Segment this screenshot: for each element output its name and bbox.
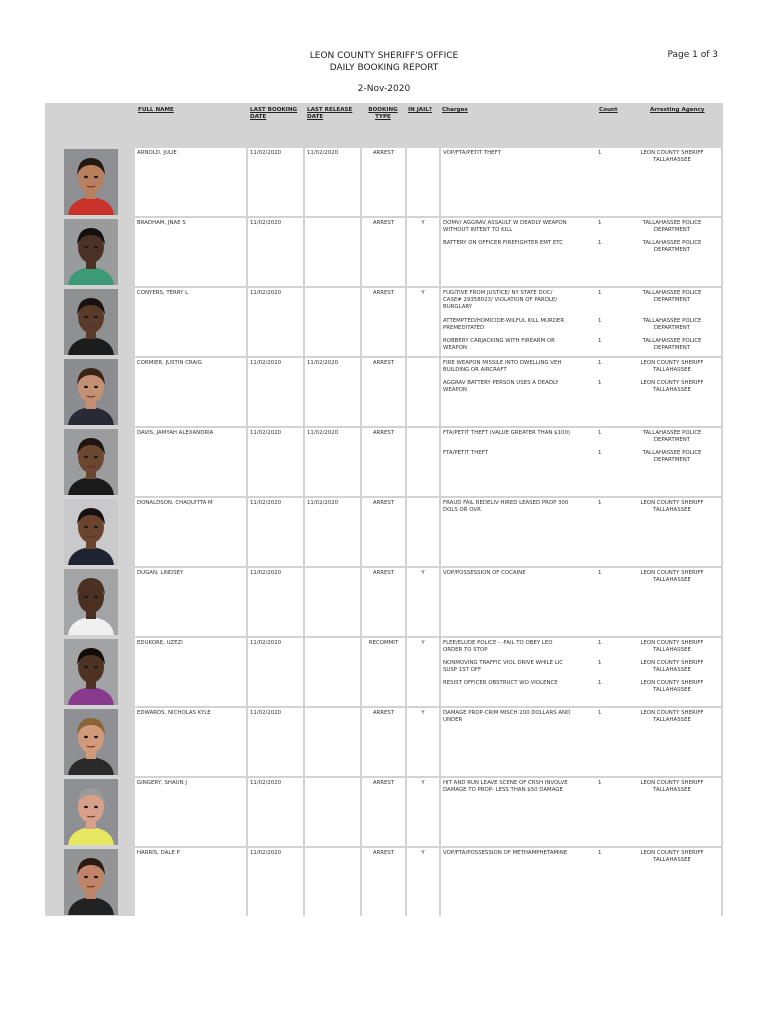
arresting-agency: TALLAHASSEE POLICE DEPARTMENT (642, 450, 702, 463)
last-booking-date: 11/02/2020 (248, 848, 303, 916)
col-charges: Charges (442, 107, 468, 113)
last-release-date: 11/02/2020 (305, 148, 360, 216)
charge-line (443, 680, 719, 700)
charge-line (443, 640, 719, 660)
mugshot-photo (64, 149, 118, 215)
booking-type: ARREST (362, 288, 405, 356)
full-name: BRADHAM, JNAE S (135, 218, 246, 286)
booking-type: ARREST (362, 568, 405, 636)
arresting-agency: LEON COUNTY SHERIFF TALLAHASSEE (640, 360, 704, 373)
charge-line (443, 570, 719, 590)
charge-description: DOMV/ AGGRAV ASSAULT W DEADLY WEAPON WITHOUT INTENT TO KILL (443, 220, 567, 233)
charge-count: 1 (598, 240, 602, 246)
report-title: DAILY BOOKING REPORT (329, 63, 439, 73)
charge-line (443, 710, 719, 730)
report-date: 2-Nov-2020 (357, 84, 411, 94)
table-row (45, 777, 723, 847)
full-name: DUGAN, LINDSEY (135, 568, 246, 636)
charge-line (443, 360, 719, 380)
charge-line (443, 290, 719, 318)
last-booking-date: 11/02/2020 (248, 708, 303, 776)
table-row (45, 707, 723, 777)
charge-description: ROBBERY CARJACKING WITH FIREARM OR WEAPON (443, 338, 555, 351)
arresting-agency: TALLAHASSEE POLICE DEPARTMENT (642, 430, 702, 443)
last-booking-date: 11/02/2020 (248, 778, 303, 846)
full-name: EDUKORE, UZEZI (135, 638, 246, 706)
booking-type: RECOMMIT (362, 638, 405, 706)
charge-count: 1 (598, 360, 602, 366)
charge-line (443, 450, 719, 470)
booking-type: ARREST (362, 848, 405, 916)
arresting-agency: LEON COUNTY SHERIFF TALLAHASSEE (640, 570, 704, 583)
charge-count: 1 (598, 570, 602, 576)
last-release-date: 11/02/2020 (305, 498, 360, 566)
mugshot-photo (64, 709, 118, 775)
table-row (45, 637, 723, 707)
charge-description: ATTEMPTED/HOMICIDE-WILFUL KILL MURDER PREMEDITATED (443, 318, 565, 331)
col-last-release-date: LAST RELEASE DATE (307, 107, 353, 120)
charge-line (443, 240, 719, 260)
last-booking-date: 11/02/2020 (248, 288, 303, 356)
arresting-agency: TALLAHASSEE POLICE DEPARTMENT (642, 290, 702, 303)
col-arresting-agency: Arresting Agency (650, 107, 705, 113)
charges-cell (441, 428, 721, 496)
in-jail: Y (407, 288, 439, 356)
full-name: DAVIS, JAMYAH ALEXANDRIA (135, 428, 246, 496)
booking-type: ARREST (362, 148, 405, 216)
charge-count: 1 (598, 500, 602, 506)
charge-count: 1 (598, 430, 602, 436)
charge-count: 1 (598, 680, 602, 686)
report-header (0, 50, 768, 95)
charge-line (443, 500, 719, 520)
charges-cell (441, 708, 721, 776)
arresting-agency: TALLAHASSEE POLICE DEPARTMENT (642, 318, 702, 331)
arresting-agency: LEON COUNTY SHERIFF TALLAHASSEE (640, 780, 704, 793)
booking-type: ARREST (362, 428, 405, 496)
last-release-date (305, 848, 360, 916)
booking-type: ARREST (362, 778, 405, 846)
charge-count: 1 (598, 660, 602, 666)
charge-description: FUGITIVE FROM JUSTICE/ NY STATE DOC/ CASE# 29358023/ VIOLATION OF PAROLE/ BURGLARY (443, 290, 558, 310)
last-booking-date: 11/02/2020 (248, 148, 303, 216)
charge-description: RESIST OFFICER OBSTRUCT WO VIOLENCE (443, 680, 558, 686)
arresting-agency: TALLAHASSEE POLICE DEPARTMENT (642, 220, 702, 233)
charge-count: 1 (598, 318, 602, 324)
charges-cell (441, 148, 721, 216)
charge-line (443, 318, 719, 338)
charge-description: HIT AND RUN LEAVE SCENE OF CRSH INVOLVE DAMAGE TO PROP- LESS THAN $50 DAMAGE (443, 780, 568, 793)
booking-table (45, 103, 723, 916)
last-booking-date: 11/02/2020 (248, 358, 303, 426)
charge-description: VOP/FTA/POSSESSION OF METHAMPHETAMINE (443, 850, 568, 856)
charges-cell (441, 358, 721, 426)
charges-cell (441, 568, 721, 636)
arresting-agency: LEON COUNTY SHERIFF TALLAHASSEE (640, 680, 704, 693)
arresting-agency: LEON COUNTY SHERIFF TALLAHASSEE (640, 500, 704, 513)
office-title: LEON COUNTY SHERIFF'S OFFICE (309, 51, 459, 61)
mugshot-photo (64, 569, 118, 635)
booking-type: ARREST (362, 708, 405, 776)
charge-count: 1 (598, 290, 602, 296)
table-row (45, 497, 723, 567)
charge-description: VOP/POSSESSION OF COCAINE (443, 570, 526, 576)
full-name: CORMIER, JUSTIN CRAIG (135, 358, 246, 426)
in-jail: Y (407, 848, 439, 916)
col-last-booking-date: LAST BOOKING DATE (250, 107, 298, 120)
charge-description: BATTERY ON OFFICER FIREFIGHTER EMT ETC (443, 240, 564, 246)
last-release-date (305, 708, 360, 776)
table-row (45, 217, 723, 287)
table-row (45, 847, 723, 917)
in-jail: Y (407, 218, 439, 286)
table-row (45, 147, 723, 217)
charge-count: 1 (598, 150, 602, 156)
in-jail (407, 358, 439, 426)
booking-type: ARREST (362, 498, 405, 566)
charges-cell (441, 638, 721, 706)
charge-description: FRAUD FAIL REDELIV HIRED LEASED PROP 300 DOLS OR OVR (443, 500, 569, 513)
last-booking-date: 11/02/2020 (248, 218, 303, 286)
last-release-date (305, 778, 360, 846)
table-row (45, 427, 723, 497)
full-name: DONALDSON, CHAQUITTA M (135, 498, 246, 566)
charge-count: 1 (598, 710, 602, 716)
in-jail: Y (407, 568, 439, 636)
booking-type: ARREST (362, 358, 405, 426)
charge-count: 1 (598, 850, 602, 856)
col-count: Count (599, 107, 618, 113)
arresting-agency: TALLAHASSEE POLICE DEPARTMENT (642, 338, 702, 351)
col-booking-type: BOOKING TYPE (368, 107, 398, 120)
charge-count: 1 (598, 640, 602, 646)
charge-count: 1 (598, 220, 602, 226)
full-name: ARNOLD, JULIE (135, 148, 246, 216)
last-release-date (305, 288, 360, 356)
in-jail (407, 498, 439, 566)
charge-description: FIRE WEAPON MISSILE INTO DWELLING VEH BUILDING OR AIRCRAFT (443, 360, 562, 373)
charge-description: VOP/FTA/PETIT THEFT (443, 150, 501, 156)
charge-count: 1 (598, 780, 602, 786)
last-release-date: 11/02/2020 (305, 428, 360, 496)
arresting-agency: LEON COUNTY SHERIFF TALLAHASSEE (640, 710, 704, 723)
mugshot-photo (64, 779, 118, 845)
charge-line (443, 780, 719, 808)
charge-count: 1 (598, 450, 602, 456)
in-jail (407, 428, 439, 496)
charge-line (443, 380, 719, 400)
charge-line (443, 338, 719, 358)
last-release-date: 11/02/2020 (305, 358, 360, 426)
full-name: CONYERS, TERRY L (135, 288, 246, 356)
full-name: HARRIS, DALE P (135, 848, 246, 916)
in-jail (407, 148, 439, 216)
mugshot-photo (64, 849, 118, 915)
full-name: GINGERY, SHAUN J (135, 778, 246, 846)
arresting-agency: LEON COUNTY SHERIFF TALLAHASSEE (640, 850, 704, 863)
mugshot-photo (64, 359, 118, 425)
charges-cell (441, 848, 721, 916)
last-release-date (305, 218, 360, 286)
full-name: EDWARDS, NICHOLAS KYLE (135, 708, 246, 776)
booking-type: ARREST (362, 218, 405, 286)
in-jail: Y (407, 638, 439, 706)
charge-description: DAMAGE PROP-CRIM MISCH 200 DOLLARS AND UNDER (443, 710, 571, 723)
arresting-agency: TALLAHASSEE POLICE DEPARTMENT (642, 240, 702, 253)
col-full-name: FULL NAME (138, 107, 174, 113)
last-booking-date: 11/02/2020 (248, 568, 303, 636)
charges-cell (441, 498, 721, 566)
last-booking-date: 11/02/2020 (248, 428, 303, 496)
charge-line (443, 430, 719, 450)
in-jail: Y (407, 708, 439, 776)
charges-cell (441, 778, 721, 846)
in-jail: Y (407, 778, 439, 846)
mugshot-photo (64, 289, 118, 355)
charges-cell (441, 218, 721, 286)
mugshot-photo (64, 429, 118, 495)
mugshot-photo (64, 639, 118, 705)
charge-description: FLEE/ELUDE POLICE - -FAIL TO OBEY LEO ORDER TO STOP (443, 640, 553, 653)
charge-count: 1 (598, 338, 602, 344)
last-booking-date: 11/02/2020 (248, 498, 303, 566)
table-row (45, 567, 723, 637)
charge-line (443, 850, 719, 870)
charge-line (443, 660, 719, 680)
arresting-agency: LEON COUNTY SHERIFF TALLAHASSEE (640, 150, 704, 163)
mugshot-photo (64, 499, 118, 565)
arresting-agency: LEON COUNTY SHERIFF TALLAHASSEE (640, 640, 704, 653)
last-release-date (305, 568, 360, 636)
charge-description: AGGRAV BATTERY PERSON USES A DEADLY WEAPON (443, 380, 559, 393)
mugshot-photo (64, 219, 118, 285)
charge-line (443, 220, 719, 240)
charge-count: 1 (598, 380, 602, 386)
table-row (45, 287, 723, 357)
arresting-agency: LEON COUNTY SHERIFF TALLAHASSEE (640, 660, 704, 673)
col-in-jail: IN JAIL? (408, 107, 433, 113)
charge-description: FTA/PETIT THEFT (VALUE GREATER THAN $100) (443, 430, 570, 436)
arresting-agency: LEON COUNTY SHERIFF TALLAHASSEE (640, 380, 704, 393)
page-number: Page 1 of 3 (667, 50, 718, 60)
charge-description: FTA/PETIT THEFT (443, 450, 488, 456)
table-row (45, 357, 723, 427)
last-booking-date: 11/02/2020 (248, 638, 303, 706)
charge-line (443, 150, 719, 170)
charges-cell (441, 288, 721, 356)
charge-description: NONMOVING TRAFFIC VIOL DRIVE WHILE LIC SUSP 1ST OFF (443, 660, 564, 673)
last-release-date (305, 638, 360, 706)
